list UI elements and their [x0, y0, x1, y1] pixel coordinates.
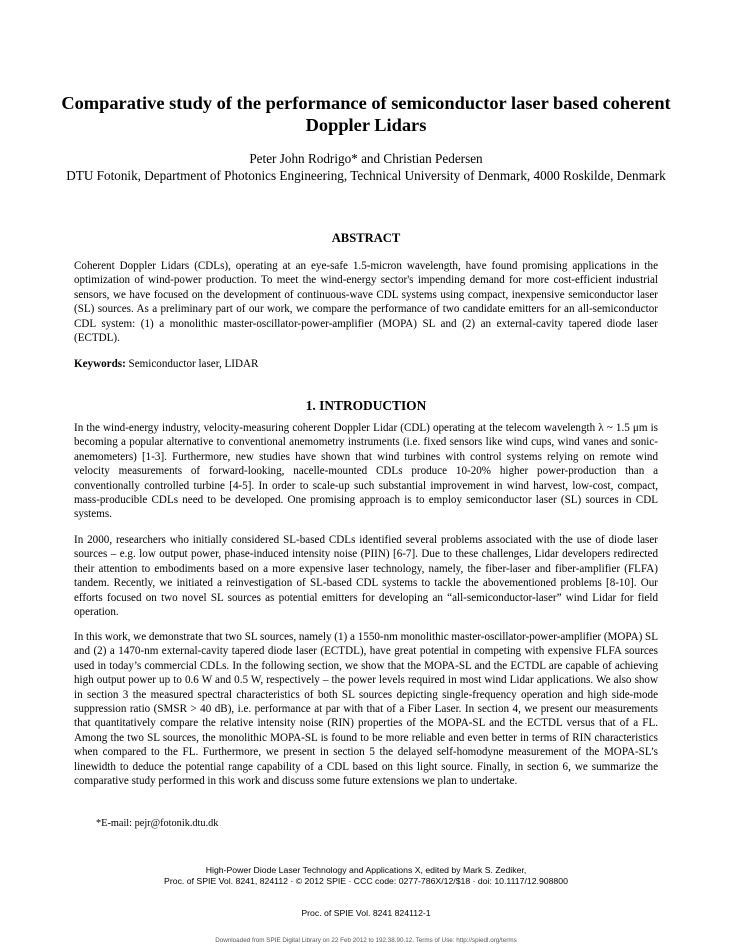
footer-line-2: Proc. of SPIE Vol. 8241, 824112 · © 2012 SPIE · CCC code: 0277-786X/12/$18 · doi: 10.1117/12.908800 [164, 876, 568, 886]
abstract-text: Coherent Doppler Lidars (CDLs), operating at an eye-safe 1.5-micron wavelength, have found promising applications in the optimization of wind-power production. To meet the wind-energy sector's impending demand for more cost-efficient industrial sensors, we have focused on the development of continuous-wave CDL systems using compact, inexpensive semiconductor laser (SL) sources. As a preliminary part of our work, we compare the performance of two candidate emitters for an all-semiconductor CDL system: (1) a monolithic master-oscillator-power-amplifier (MOPA) SL and (2) an external-cavity tapered diode laser (ECTDL). [74, 260, 658, 345]
intro-paragraph-1: In the wind-energy industry, velocity-measuring coherent Doppler Lidar (CDL) operating at the telecom wavelength λ ~ 1.5 μm is becoming a popular alternative to conventional anemometry instruments (i.e. fixed sensors like wind cups, wind vanes and sonic-anemometers) [1-3]. Furthermore, new studies have shown that wind turbines with control systems relying on remote wind velocity measurements of forward-looking, nacelle-mounted CDLs produce 10-20% higher power-production than a conventionally controlled turbine [4-5]. In order to scale-up such substantial improvement in wind harvest, low-cost, compact, mass-producible CDLs need to be developed. One promising approach is to employ semiconductor laser (SL) sources in CDL systems. [74, 422, 658, 521]
keywords-text: Semiconductor laser, LIDAR [125, 358, 259, 370]
author-affiliation: DTU Fotonik, Department of Photonics Engineering, Technical University of Denmark, 4000 Roskilde, Denmark [66, 167, 666, 183]
section-heading-introduction: 1. INTRODUCTION [305, 398, 427, 413]
download-note: Downloaded from SPIE Digital Library on 22 Feb 2012 to 192.38.90.12. Terms of Use: http://spiedl.org/terms [215, 937, 517, 944]
publication-footer [60, 865, 672, 887]
footer-line-1: High-Power Diode Laser Technology and Applications X, edited by Mark S. Zediker, [205, 865, 527, 875]
keywords-line [74, 357, 658, 371]
page-number: Proc. of SPIE Vol. 8241 824112-1 [301, 908, 431, 918]
intro-paragraph-2: In 2000, researchers who initially considered SL-based CDLs identified several problems associated with the use of diode laser sources – e.g. low output power, phase-induced intensity noise (PIIN) [6-7]. Due to these challenges, Lidar developers redirected their attention to embodiments based on a more expensive laser technology, namely, the fiber-laser and fiber-amplifier (FLFA) tandem. Recently, we initiated a reinvestigation of SL-based CDL systems to tackle the abovementioned problems [8-10]. Our efforts focused on two novel SL sources as potential emitters for developing an “all-semiconductor-laser” wind Lidar for field operation. [74, 534, 658, 619]
keywords-label: Keywords: [74, 358, 126, 370]
intro-paragraph-3: In this work, we demonstrate that two SL sources, namely (1) a 1550-nm monolithic master-oscillator-power-amplifier (MOPA) SL and (2) a 1470-nm external-cavity tapered diode laser (ECTDL), have great potential in competing with expensive FLFA sources used in today’s commercial CDLs. In the following section, we show that the MOPA-SL and the ECTDL are capable of achieving high output power up to 0.6 W and 0.5 W, respectively – the power levels required in most wind Lidar applications. We also show in section 3 the measured spectral characteristics of both SL sources depicting single-frequency operation and high side-mode suppression ratio (SMSR > 40 dB), i.e. performance at par with that of a Fiber Laser. In section 4, we present our measurements that quantitatively compare the relative intensity noise (RIN) properties of the MOPA-SL and the ECTDL versus that of a FL. Among the two SL sources, the monolithic MOPA-SL is found to be more reliable and even better in terms of RIN characteristics when compared to the FL. Furthermore, we present in section 5 the delayed self-homodyne measurement of the MOPA-SL’s linewidth to deduce the potential range capability of a CDL based on this light source. Finally, in section 6, we summarize the comparative study performed in this work and discuss some future extensions we plan to undertake. [74, 631, 658, 788]
footnote-email: *E-mail: pejr@fotonik.dtu.dk [96, 818, 219, 829]
author-names: Peter John Rodrigo* and Christian Pedersen [249, 151, 483, 166]
paper-title: Comparative study of the performance of semiconductor laser based coherent Doppler Lidars [61, 93, 671, 135]
abstract-heading: ABSTRACT [331, 231, 401, 245]
author-block [60, 151, 672, 184]
